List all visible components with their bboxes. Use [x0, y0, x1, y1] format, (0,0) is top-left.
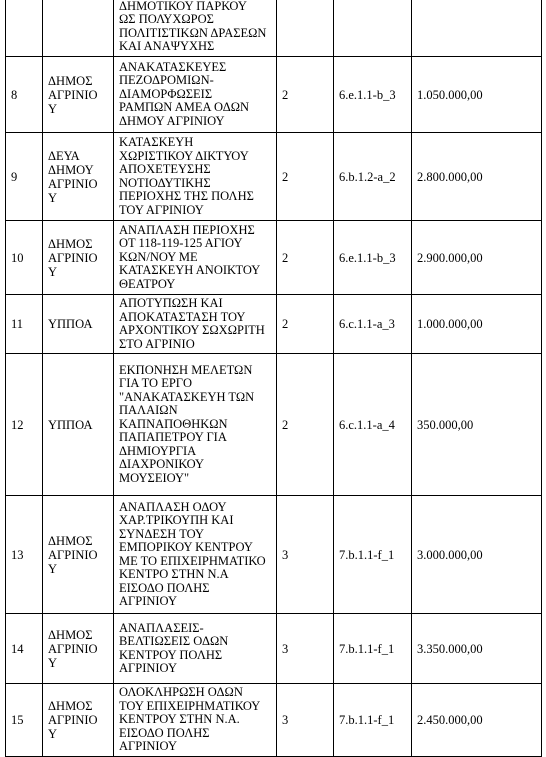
agency-line: ΔΗΜΟΣ — [48, 236, 93, 251]
description-line: ΠΑΠΑΠΕΤΡΟΥ ΓΙΑ — [119, 430, 227, 445]
axis-cell — [277, 0, 334, 57]
project-description — [114, 614, 277, 684]
project-description — [114, 57, 277, 133]
measure-code: 6.e.1.1-b_3 — [334, 57, 412, 133]
axis-cell: 2 — [277, 354, 334, 496]
row-number: 14 — [6, 614, 43, 684]
agency-cell — [43, 614, 114, 684]
agency-line: ΑΓΡΙΝΙΟ — [48, 87, 98, 102]
budget-amount: 1.050.000,00 — [412, 57, 542, 133]
measure-code: 7.b.1.1-f_1 — [334, 614, 412, 684]
description-line: ΑΠΟΤΥΠΩΣΗ ΚΑΙ — [119, 296, 223, 310]
agency-line: ΑΓΡΙΝΙΟ — [48, 712, 98, 727]
agency-line: ΑΓΡΙΝΙΟ — [48, 176, 98, 191]
description-line: ΑΝΑΚΑΤΑΣΚΕΥΕΣ — [119, 59, 227, 74]
table-row — [6, 684, 542, 757]
agency-cell — [43, 133, 114, 221]
project-description — [114, 221, 277, 295]
description-line: ΑΠΟΧΕΤΕΥΣΗΣ — [119, 162, 211, 176]
table-row — [6, 354, 542, 496]
description-line: ΚΑΠΝΑΠΟΘΗΚΩΝ — [119, 416, 228, 431]
description-line: ΑΝΑΠΛΑΣΕΙΣ- — [119, 620, 204, 635]
description-line: ΚΑΤΑΣΚΕΥΗ — [119, 135, 194, 149]
description-line: ΚΑΙ ΑΝΑΨΥΧΗΣ — [119, 39, 215, 53]
budget-amount: 3.000.000,00 — [412, 496, 542, 614]
axis-cell: 3 — [277, 614, 334, 684]
measure-code: 7.b.1.1-f_1 — [334, 496, 412, 614]
description-line: ΟΛΟΚΛΗΡΩΣΗ ΟΔΩΝ — [119, 685, 243, 699]
agency-cell — [43, 295, 114, 354]
budget-amount: 350.000,00 — [412, 354, 542, 496]
agency-cell — [43, 496, 114, 614]
table-row — [6, 221, 542, 295]
agency-cell — [43, 57, 114, 133]
table-row — [6, 496, 542, 614]
description-line: ΔΗΜΟΤΙΚΟΥ ΠΑΡΚΟΥ — [119, 0, 247, 13]
description-line: ΚΕΝΤΡΟΥ ΣΤΗΝ Ν.Α. — [119, 712, 240, 726]
description-line: ΑΓΡΙΝΙΟΥ — [119, 594, 177, 608]
agency-line: Υ — [48, 264, 58, 279]
description-line: ΡΑΜΠΩΝ ΑΜΕΑ ΟΔΩΝ — [119, 100, 250, 115]
row-number: 15 — [6, 684, 43, 757]
agency-line: ΑΓΡΙΝΙΟ — [48, 547, 98, 562]
agency-cell — [43, 684, 114, 757]
agency-line: ΔΕΥΑ — [48, 148, 80, 163]
project-description — [114, 354, 277, 496]
axis-cell: 2 — [277, 221, 334, 295]
agency-line: Υ — [48, 561, 58, 576]
budget-amount — [412, 0, 542, 57]
axis-cell: 3 — [277, 684, 334, 757]
description-line: ΩΣ ΠΟΛΥΧΩΡΟΣ — [119, 12, 214, 26]
measure-code — [334, 0, 412, 57]
description-line: ΑΝΑΠΛΑΣΗ ΟΔΟΥ — [119, 499, 227, 514]
description-line: ΕΚΠΟΝΗΣΗ ΜΕΛΕΤΩΝ — [119, 362, 253, 377]
description-line: ΠΑΛΑΙΩΝ — [119, 403, 178, 418]
description-line: ΠΕΡΙΟΧΗΣ ΤΗΣ ΠΟΛΗΣ — [119, 189, 254, 203]
description-line: ΕΜΠΟΡΙΚΟΥ ΚΕΝΤΡΟΥ — [119, 540, 253, 554]
agency-line: ΔΗΜΟΣ — [48, 533, 93, 548]
description-line: ΒΕΛΤΙΩΣΕΙΣ ΟΔΩΝ — [119, 634, 229, 648]
measure-code: 6.e.1.1-b_3 — [334, 221, 412, 295]
description-line: ΑΓΡΙΝΙΟΥ — [119, 661, 177, 675]
project-description — [114, 496, 277, 614]
measure-code: 6.b.1.2-a_2 — [334, 133, 412, 221]
project-description — [114, 0, 277, 57]
description-line: ΤΟΥ ΕΠΙΧΕΙΡΗΜΑΤΙΚΟΥ — [119, 698, 261, 713]
budget-amount: 1.000.000,00 — [412, 295, 542, 354]
agency-cell — [43, 0, 114, 57]
description-line: ΜΟΥΣΕΙΟΥ" — [119, 470, 190, 485]
description-line: "ΑΝΑΚΑΤΑΣΚΕΥΗ ΤΩΝ — [119, 389, 255, 404]
description-line: ΧΑΡ.ΤΡΙΚΟΥΠΗ ΚΑΙ — [119, 513, 234, 527]
description-line: ΚΑΤΑΣΚΕΥΗ ΑΝΟΙΚΤΟΥ — [119, 263, 261, 278]
description-line: ΝΟΤΙΟΔΥΤΙΚΗΣ — [119, 175, 211, 190]
table-row — [6, 295, 542, 354]
agency-line: ΥΠΠΟΑ — [48, 417, 93, 432]
agency-line: ΔΗΜΟΣ — [48, 698, 93, 713]
description-line: ΠΟΛΙΤΙΣΤΙΚΩΝ ΔΡΑΣΕΩΝ — [119, 25, 267, 40]
row-number: 9 — [6, 133, 43, 221]
description-line: ΣΥΝΔΕΣΗ ΤΟΥ — [119, 526, 205, 541]
project-description — [114, 295, 277, 354]
description-line: ΧΩΡΙΣΤΙΚΟΥ ΔΙΚΤΥΟΥ — [119, 148, 249, 163]
description-line: ΚΕΝΤΡΟΥ ΠΟΛΗΣ — [119, 647, 223, 662]
description-line: ΔΗΜΟΥ ΑΓΡΙΝΙΟΥ — [119, 113, 225, 128]
agency-line: ΔΗΜΟΣ — [48, 627, 93, 642]
description-line: ΠΕΖΟΔΡΟΜΙΩΝ- — [119, 73, 214, 88]
description-line: ΕΙΣΟΔΟ ΠΟΛΗΣ — [119, 580, 210, 595]
agency-line: Υ — [48, 655, 58, 670]
row-number — [6, 0, 43, 57]
measure-code: 6.c.1.1-a_3 — [334, 295, 412, 354]
description-line: ΣΤΟ ΑΓΡΙΝΙΟ — [119, 336, 195, 351]
budget-amount: 2.450.000,00 — [412, 684, 542, 757]
description-line: ΚΩΝ/ΝΟΥ ΜΕ — [119, 249, 198, 264]
measure-code: 7.b.1.1-f_1 — [334, 684, 412, 757]
description-line: ΔΙΑΜΟΡΦΩΣΕΙΣ — [119, 86, 213, 101]
description-line: ΑΡΧΟΝΤΙΚΟΥ ΣΩΧΩΡΙΤΗ — [119, 323, 265, 337]
agency-line: ΑΓΡΙΝΙΟ — [48, 250, 98, 265]
project-description — [114, 133, 277, 221]
table-row — [6, 614, 542, 684]
budget-amount: 2.800.000,00 — [412, 133, 542, 221]
projects-table — [5, 0, 542, 757]
agency-line: ΥΠΠΟΑ — [48, 317, 93, 331]
agency-line: Υ — [48, 190, 58, 205]
description-line: ΔΗΜΙΟΥΡΓΙΑ — [119, 443, 197, 458]
agency-cell — [43, 221, 114, 295]
row-number: 10 — [6, 221, 43, 295]
description-line: ΜΕ ΤΟ ΕΠΙΧΕΙΡΗΜΑΤΙΚΟ — [119, 553, 266, 568]
description-line: ΕΙΣΟΔΟ ΠΟΛΗΣ — [119, 725, 210, 740]
axis-cell: 2 — [277, 133, 334, 221]
agency-line: Υ — [48, 726, 58, 741]
table-row — [6, 133, 542, 221]
description-line: ΟΤ 118-119-125 ΑΓΙΟΥ — [119, 236, 243, 251]
measure-code: 6.c.1.1-a_4 — [334, 354, 412, 496]
description-line: ΓΙΑ ΤΟ ΕΡΓΟ — [119, 376, 193, 391]
agency-line: ΑΓΡΙΝΙΟ — [48, 641, 98, 656]
table-row — [6, 0, 542, 57]
description-line: ΑΠΟΚΑΤΑΣΤΑΣΗ ΤΟΥ — [119, 309, 246, 324]
description-line: ΑΓΡΙΝΙΟΥ — [119, 739, 177, 753]
agency-line: ΔΗΜΟΥ — [48, 162, 94, 177]
description-line: ΑΝΑΠΛΑΣΗ ΠΕΡΙΟΧΗΣ — [119, 222, 255, 237]
table-body — [6, 0, 542, 756]
row-number: 11 — [6, 295, 43, 354]
agency-line: Υ — [48, 101, 58, 116]
row-number: 12 — [6, 354, 43, 496]
project-description — [114, 684, 277, 757]
row-number: 8 — [6, 57, 43, 133]
axis-cell: 2 — [277, 295, 334, 354]
description-line: ΘΕΑΤΡΟΥ — [119, 276, 176, 291]
agency-line: ΔΗΜΟΣ — [48, 73, 93, 88]
description-line: ΚΕΝΤΡΟ ΣΤΗΝ Ν.Α — [119, 567, 229, 581]
axis-cell: 3 — [277, 496, 334, 614]
description-line: ΤΟΥ ΑΓΡΙΝΙΟΥ — [119, 202, 204, 217]
row-number: 13 — [6, 496, 43, 614]
budget-amount: 2.900.000,00 — [412, 221, 542, 295]
axis-cell: 2 — [277, 57, 334, 133]
agency-cell — [43, 354, 114, 496]
table-row — [6, 57, 542, 133]
budget-amount: 3.350.000,00 — [412, 614, 542, 684]
description-line: ΔΙΑΧΡΟΝΙΚΟΥ — [119, 457, 205, 472]
